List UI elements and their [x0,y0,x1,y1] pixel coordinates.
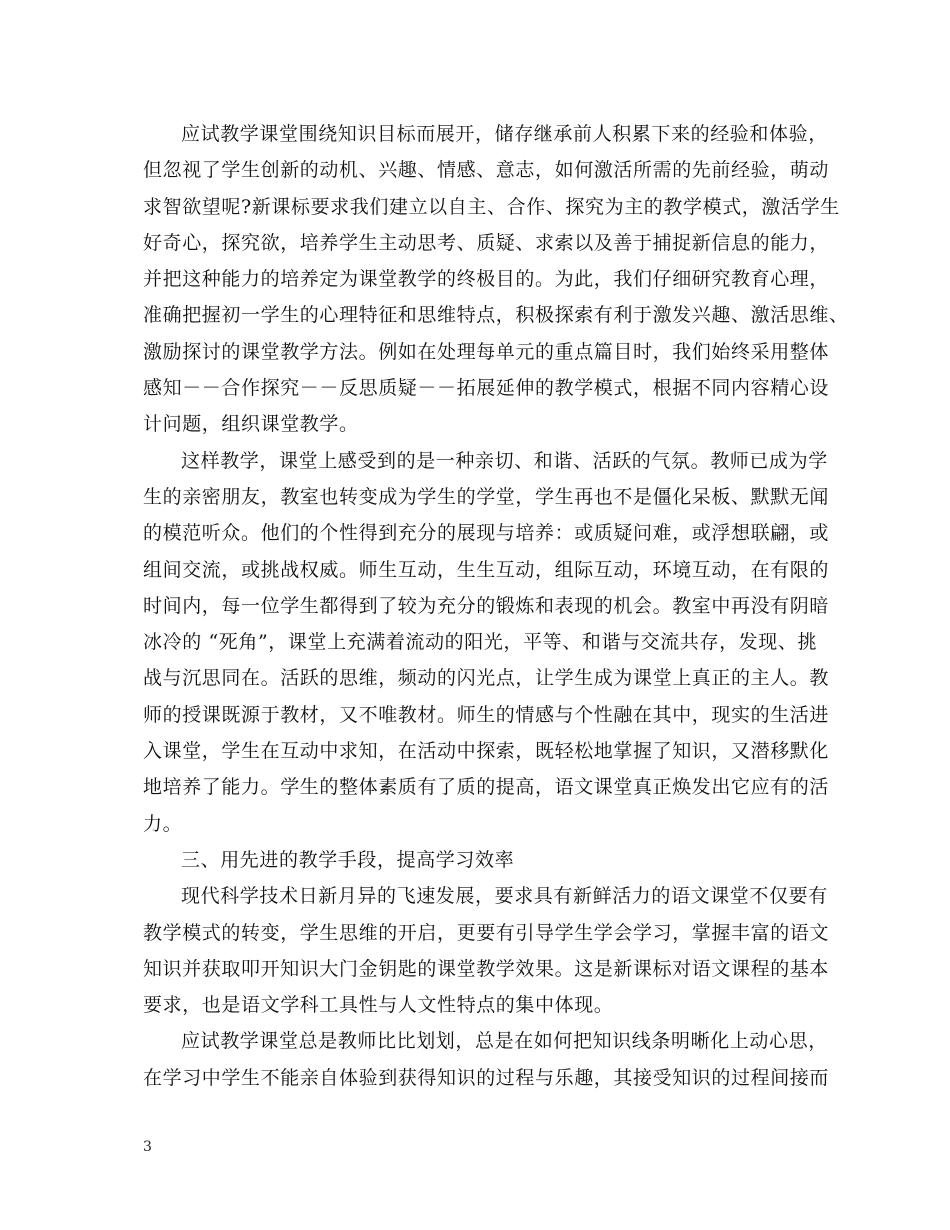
text-line: 三、用先进的教学手段，提高学习效率 [181,848,515,871]
text-line: 师的授课既源于教材，又不唯教材。师生的情感与个性融在其中，现实的生活进 [143,703,830,726]
text-line: 但忽视了学生创新的动机、兴趣、情感、意志，如何激活所需的先前经验，萌动 [143,159,830,182]
text-line: 这样教学，课堂上感受到的是一种亲切、和谐、活跃的气氛。教师已成为学 [181,449,828,472]
text-line: 在学习中学生不能亲自体验到获得知识的过程与乐趣，其接受知识的过程间接而 [143,1066,830,1089]
text-line: 求智欲望呢?新课标要求我们建立以自主、合作、探究为主的教学模式，激活学生 [143,195,840,218]
text-line: 时间内，每一位学生都得到了较为充分的锻炼和表现的机会。教室中再没有阴暗 [143,594,830,617]
text-line: 准确把握初一学生的心理特征和思维特点，积极探索有利于激发兴趣、激活思维、 [143,304,849,327]
text-line: 好奇心，探究欲，培养学生主动思考、质疑、求索以及善于捕捉新信息的能力， [143,231,830,254]
text-line: 战与沉思同在。活跃的思维，频动的闪光点，让学生成为课堂上真正的主人。教 [143,667,830,690]
text-line: 入课堂，学生在互动中求知，在活动中探索，既轻松地掌握了知识，又潜移默化 [143,740,830,763]
text-line: 知识并获取叩开知识大门金钥匙的课堂教学效果。这是新课标对语文课程的基本 [143,957,830,980]
text-line: 地培养了能力。学生的整体素质有了质的提高，语文课堂真正焕发出它应有的活 [143,776,830,799]
text-line: 感知－－合作探究－－反思质疑－－拓展延伸的教学模式，根据不同内容精心设 [143,377,830,400]
page-number: 3 [143,1139,152,1155]
text-line: 应试教学课堂围绕知识目标而展开，储存继承前人积累下来的经验和体验， [181,123,828,145]
text-line: 计问题，组织课堂教学。 [143,413,359,436]
text-line: 的模范听众。他们的个性得到充分的展现与培养：或质疑问难，或浮想联翩，或 [143,522,830,545]
text-line: 教学模式的转变，学生思维的开启，更要有引导学生学会学习，掌握丰富的语文 [143,921,830,944]
text-line: 并把这种能力的培养定为课堂教学的终极目的。为此，我们仔细研究教育心理， [143,268,830,291]
text-line: 要求，也是语文学科工具性与人文性特点的集中体现。 [143,994,614,1017]
text-line: 力。 [143,812,183,835]
document-body [143,116,849,1096]
text-line: 激励探讨的课堂教学方法。例如在处理每单元的重点篇目时，我们始终采用整体 [143,340,830,363]
text-line: 现代科学技术日新月异的飞速发展，要求具有新鲜活力的语文课堂不仅要有 [181,885,828,908]
text-line: 冰冷的 “死角”，课堂上充满着流动的阳光，平等、和谐与交流共存，发现、挑 [143,631,818,654]
text-line: 生的亲密朋友，教室也转变成为学生的学堂，学生再也不是僵化呆板、默默无闻 [143,485,830,508]
text-line: 组间交流，或挑战权威。师生互动，生生互动，组际互动，环境互动，在有限的 [143,558,830,581]
text-line: 应试教学课堂总是教师比比划划，总是在如何把知识线条明晰化上动心思， [181,1030,828,1053]
